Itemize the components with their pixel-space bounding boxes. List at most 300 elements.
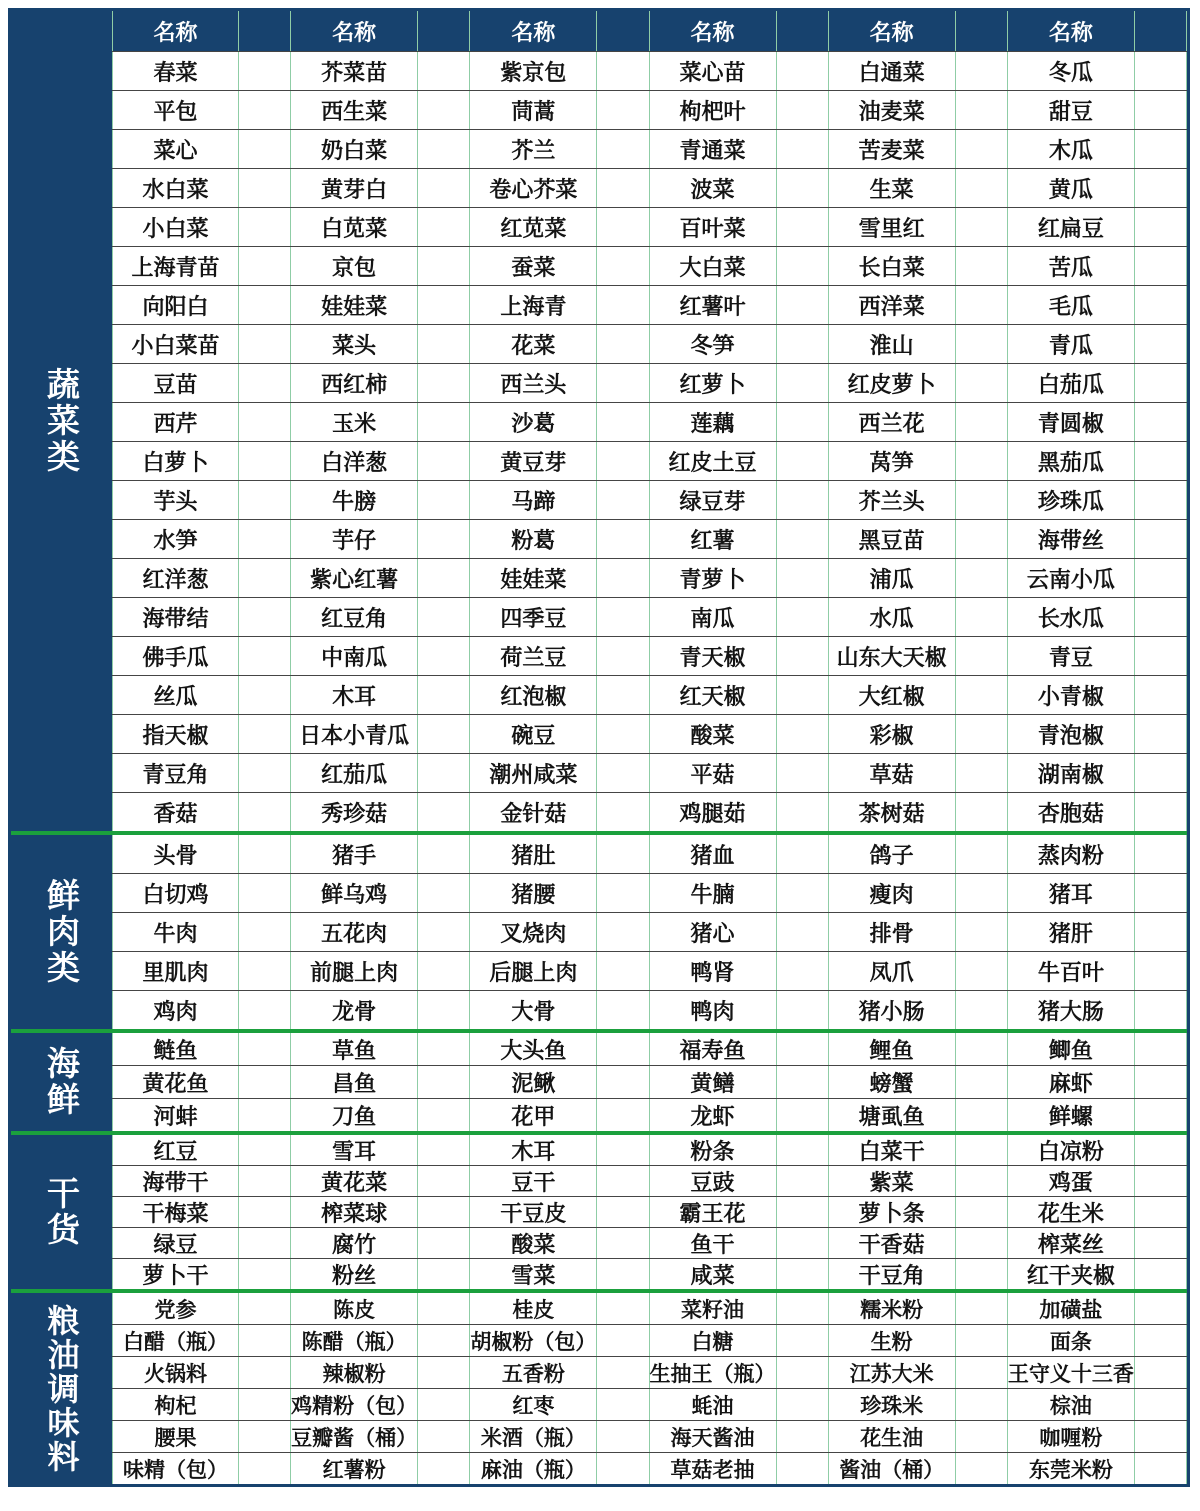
item-cell: 芋仔 <box>291 520 418 558</box>
item-cell: 芥兰头 <box>829 481 956 519</box>
table-row <box>112 1324 1187 1356</box>
blank-cell <box>956 1033 1008 1065</box>
item-cell: 酸菜 <box>650 715 777 753</box>
header-blank-cell <box>777 11 829 51</box>
table-row <box>112 1388 1187 1420</box>
item-cell: 小青椒 <box>1008 676 1135 714</box>
blank-cell <box>239 1135 291 1165</box>
blank-cell <box>597 130 649 168</box>
item-cell: 粉葛 <box>470 520 597 558</box>
item-cell: 鸭肾 <box>650 952 777 990</box>
item-cell: 河蚌 <box>112 1099 239 1131</box>
blank-cell <box>777 1099 829 1131</box>
blank-cell <box>956 1099 1008 1131</box>
item-cell: 咸菜 <box>650 1259 777 1289</box>
item-cell: 前腿上肉 <box>291 952 418 990</box>
blank-cell <box>1135 1389 1187 1420</box>
item-cell: 小白菜苗 <box>112 325 239 363</box>
item-cell: 鲢鱼 <box>112 1033 239 1065</box>
item-cell: 黄芽白 <box>291 169 418 207</box>
item-cell: 白醋（瓶） <box>112 1325 239 1356</box>
item-cell: 油麦菜 <box>829 91 956 129</box>
blank-cell <box>777 208 829 246</box>
item-cell: 黄花菜 <box>291 1166 418 1196</box>
table-row <box>112 636 1187 675</box>
blank-cell <box>418 481 470 519</box>
blank-cell <box>239 169 291 207</box>
item-cell: 蒸肉粉 <box>1008 835 1135 873</box>
blank-cell <box>1135 676 1187 714</box>
item-cell: 日本小青瓜 <box>291 715 418 753</box>
blank-cell <box>239 481 291 519</box>
item-cell: 红泡椒 <box>470 676 597 714</box>
blank-cell <box>597 208 649 246</box>
table-row <box>112 558 1187 597</box>
blank-cell <box>956 913 1008 951</box>
blank-cell <box>1135 952 1187 990</box>
table-row <box>112 714 1187 753</box>
blank-cell <box>239 874 291 912</box>
item-cell: 干香菇 <box>829 1228 956 1258</box>
blank-cell <box>777 1357 829 1388</box>
item-cell: 甜豆 <box>1008 91 1135 129</box>
item-cell: 干梅菜 <box>112 1197 239 1227</box>
category-label-vegetables: 蔬菜类 <box>11 11 112 831</box>
item-cell: 生抽王（瓶） <box>650 1357 777 1388</box>
item-cell: 鲜螺 <box>1008 1099 1135 1131</box>
item-cell: 头骨 <box>112 835 239 873</box>
header-blank-cell <box>597 11 649 51</box>
item-cell: 青天椒 <box>650 637 777 675</box>
blank-cell <box>597 559 649 597</box>
blank-cell <box>777 835 829 873</box>
blank-cell <box>597 325 649 363</box>
item-cell: 红苋菜 <box>470 208 597 246</box>
item-cell: 蚕菜 <box>470 247 597 285</box>
blank-cell <box>418 1389 470 1420</box>
blank-cell <box>956 91 1008 129</box>
item-cell: 佛手瓜 <box>112 637 239 675</box>
item-cell: 紫心红薯 <box>291 559 418 597</box>
table-row <box>112 52 1187 90</box>
blank-cell <box>418 1099 470 1131</box>
item-cell: 枸杷叶 <box>650 91 777 129</box>
item-cell: 红薯粉 <box>291 1453 418 1484</box>
blank-cell <box>1135 1033 1187 1065</box>
table-row <box>112 246 1187 285</box>
blank-cell <box>1135 754 1187 792</box>
blank-cell <box>597 286 649 324</box>
blank-cell <box>418 913 470 951</box>
item-cell: 荷兰豆 <box>470 637 597 675</box>
blank-cell <box>1135 874 1187 912</box>
blank-cell <box>597 52 649 90</box>
item-cell: 大头鱼 <box>470 1033 597 1065</box>
blank-cell <box>1135 169 1187 207</box>
blank-cell <box>956 208 1008 246</box>
blank-cell <box>239 559 291 597</box>
item-cell: 青泡椒 <box>1008 715 1135 753</box>
section-content-vegetables <box>112 11 1187 831</box>
blank-cell <box>956 403 1008 441</box>
blank-cell <box>956 598 1008 636</box>
blank-cell <box>1135 1228 1187 1258</box>
item-cell: 陈醋（瓶） <box>291 1325 418 1356</box>
blank-cell <box>597 676 649 714</box>
blank-cell <box>239 1389 291 1420</box>
blank-cell <box>239 325 291 363</box>
item-cell: 白茄瓜 <box>1008 364 1135 402</box>
category-label-dried-goods: 干货 <box>11 1135 112 1289</box>
item-cell: 木耳 <box>291 676 418 714</box>
item-cell: 青圆椒 <box>1008 403 1135 441</box>
item-cell: 西芹 <box>112 403 239 441</box>
item-cell: 白切鸡 <box>112 874 239 912</box>
item-cell: 糯米粉 <box>829 1293 956 1324</box>
blank-cell <box>418 793 470 831</box>
section-content-seafood <box>112 1033 1187 1131</box>
item-cell: 面条 <box>1008 1325 1135 1356</box>
item-cell: 猪肝 <box>1008 913 1135 951</box>
blank-cell <box>1135 208 1187 246</box>
item-cell: 西生菜 <box>291 91 418 129</box>
blank-cell <box>777 169 829 207</box>
blank-cell <box>239 1166 291 1196</box>
item-cell: 芥兰 <box>470 130 597 168</box>
item-cell: 西洋菜 <box>829 286 956 324</box>
item-cell: 木瓜 <box>1008 130 1135 168</box>
blank-cell <box>1135 1135 1187 1165</box>
item-cell: 珍珠瓜 <box>1008 481 1135 519</box>
item-cell: 桂皮 <box>470 1293 597 1324</box>
blank-cell <box>777 874 829 912</box>
blank-cell <box>239 247 291 285</box>
item-cell: 鲤鱼 <box>829 1033 956 1065</box>
table-row <box>112 480 1187 519</box>
blank-cell <box>956 1135 1008 1165</box>
table-row <box>112 1420 1187 1452</box>
blank-cell <box>418 1135 470 1165</box>
category-label-seafood: 海鲜 <box>11 1033 112 1131</box>
table-row <box>112 1196 1187 1227</box>
item-cell: 海天酱油 <box>650 1421 777 1452</box>
blank-cell <box>956 559 1008 597</box>
table-row <box>112 873 1187 912</box>
blank-cell <box>597 991 649 1029</box>
item-cell: 海带丝 <box>1008 520 1135 558</box>
item-cell: 娃娃菜 <box>291 286 418 324</box>
item-cell: 冬笋 <box>650 325 777 363</box>
item-cell: 湖南椒 <box>1008 754 1135 792</box>
table-row <box>112 441 1187 480</box>
item-cell: 波菜 <box>650 169 777 207</box>
blank-cell <box>597 481 649 519</box>
item-cell: 西兰头 <box>470 364 597 402</box>
item-cell: 淮山 <box>829 325 956 363</box>
item-cell: 粉条 <box>650 1135 777 1165</box>
item-cell: 鸡蛋 <box>1008 1166 1135 1196</box>
item-cell: 水笋 <box>112 520 239 558</box>
blank-cell <box>956 286 1008 324</box>
blank-cell <box>239 913 291 951</box>
blank-cell <box>1135 1421 1187 1452</box>
item-cell: 红豆 <box>112 1135 239 1165</box>
table-row <box>112 129 1187 168</box>
blank-cell <box>1135 442 1187 480</box>
item-cell: 南瓜 <box>650 598 777 636</box>
blank-cell <box>777 325 829 363</box>
item-cell: 昌鱼 <box>291 1066 418 1098</box>
header-blank-cell <box>1135 11 1187 51</box>
item-cell: 干豆角 <box>829 1259 956 1289</box>
blank-cell <box>418 1166 470 1196</box>
blank-cell <box>239 598 291 636</box>
item-cell: 榨菜球 <box>291 1197 418 1227</box>
item-cell: 刀鱼 <box>291 1099 418 1131</box>
blank-cell <box>418 1421 470 1452</box>
blank-cell <box>239 52 291 90</box>
item-cell: 猪腰 <box>470 874 597 912</box>
blank-cell <box>597 952 649 990</box>
column-header: 名称 <box>650 11 777 51</box>
item-cell: 茼蒿 <box>470 91 597 129</box>
item-cell: 大白菜 <box>650 247 777 285</box>
item-cell: 云南小瓜 <box>1008 559 1135 597</box>
item-cell: 凤爪 <box>829 952 956 990</box>
item-cell: 叉烧肉 <box>470 913 597 951</box>
blank-cell <box>239 637 291 675</box>
blank-cell <box>239 403 291 441</box>
blank-cell <box>1135 286 1187 324</box>
table-row <box>112 990 1187 1029</box>
blank-cell <box>418 1453 470 1484</box>
blank-cell <box>597 169 649 207</box>
item-cell: 牛肉 <box>112 913 239 951</box>
item-cell: 西红柿 <box>291 364 418 402</box>
item-cell: 辣椒粉 <box>291 1357 418 1388</box>
item-cell: 牛腩 <box>650 874 777 912</box>
blank-cell <box>418 91 470 129</box>
item-cell: 草菇 <box>829 754 956 792</box>
category-label-grain-oil: 粮油调味料 <box>11 1293 112 1484</box>
blank-cell <box>418 208 470 246</box>
blank-cell <box>418 676 470 714</box>
blank-cell <box>956 1166 1008 1196</box>
item-cell: 咖喱粉 <box>1008 1421 1135 1452</box>
blank-cell <box>597 1135 649 1165</box>
blank-cell <box>597 364 649 402</box>
item-cell: 味精（包） <box>112 1453 239 1484</box>
item-cell: 泥鳅 <box>470 1066 597 1098</box>
blank-cell <box>1135 1325 1187 1356</box>
item-cell: 猪心 <box>650 913 777 951</box>
blank-cell <box>597 637 649 675</box>
item-cell: 长白菜 <box>829 247 956 285</box>
item-cell: 花甲 <box>470 1099 597 1131</box>
item-cell: 猪小肠 <box>829 991 956 1029</box>
blank-cell <box>1135 715 1187 753</box>
blank-cell <box>777 1421 829 1452</box>
table-row <box>112 1135 1187 1165</box>
blank-cell <box>597 1325 649 1356</box>
table-row <box>112 835 1187 873</box>
item-cell: 腰果 <box>112 1421 239 1452</box>
blank-cell <box>1135 598 1187 636</box>
blank-cell <box>597 1197 649 1227</box>
item-cell: 紫菜 <box>829 1166 956 1196</box>
item-cell: 鸽子 <box>829 835 956 873</box>
item-cell: 白凉粉 <box>1008 1135 1135 1165</box>
item-cell: 猪手 <box>291 835 418 873</box>
item-cell: 菜籽油 <box>650 1293 777 1324</box>
blank-cell <box>239 1453 291 1484</box>
blank-cell <box>239 130 291 168</box>
item-cell: 芥菜苗 <box>291 52 418 90</box>
blank-cell <box>956 835 1008 873</box>
item-cell: 猪肚 <box>470 835 597 873</box>
item-cell: 西兰花 <box>829 403 956 441</box>
blank-cell <box>956 1228 1008 1258</box>
item-cell: 萝卜干 <box>112 1259 239 1289</box>
table-row <box>112 951 1187 990</box>
header-blank-cell <box>239 11 291 51</box>
blank-cell <box>777 676 829 714</box>
item-cell: 生粉 <box>829 1325 956 1356</box>
blank-cell <box>956 754 1008 792</box>
blank-cell <box>418 364 470 402</box>
blank-cell <box>418 325 470 363</box>
item-cell: 小白菜 <box>112 208 239 246</box>
item-cell: 腐竹 <box>291 1228 418 1258</box>
blank-cell <box>418 835 470 873</box>
blank-cell <box>956 715 1008 753</box>
item-cell: 红干夹椒 <box>1008 1259 1135 1289</box>
blank-cell <box>239 715 291 753</box>
table-row <box>112 1098 1187 1131</box>
blank-cell <box>1135 481 1187 519</box>
item-cell: 珍珠米 <box>829 1389 956 1420</box>
blank-cell <box>597 835 649 873</box>
item-cell: 玉米 <box>291 403 418 441</box>
blank-cell <box>239 364 291 402</box>
blank-cell <box>1135 1099 1187 1131</box>
blank-cell <box>1135 52 1187 90</box>
blank-cell <box>777 442 829 480</box>
blank-cell <box>418 1325 470 1356</box>
blank-cell <box>1135 1293 1187 1324</box>
item-cell: 上海青苗 <box>112 247 239 285</box>
blank-cell <box>956 520 1008 558</box>
item-cell: 青瓜 <box>1008 325 1135 363</box>
item-cell: 红豆角 <box>291 598 418 636</box>
blank-cell <box>777 1033 829 1065</box>
blank-cell <box>956 364 1008 402</box>
blank-cell <box>1135 793 1187 831</box>
item-cell: 春菜 <box>112 52 239 90</box>
blank-cell <box>956 1421 1008 1452</box>
blank-cell <box>956 874 1008 912</box>
blank-cell <box>956 676 1008 714</box>
blank-cell <box>418 286 470 324</box>
blank-cell <box>777 1228 829 1258</box>
blank-cell <box>777 286 829 324</box>
table-row <box>112 1258 1187 1289</box>
column-header: 名称 <box>1008 11 1135 51</box>
blank-cell <box>239 793 291 831</box>
blank-cell <box>597 1166 649 1196</box>
item-cell: 猪大肠 <box>1008 991 1135 1029</box>
blank-cell <box>597 754 649 792</box>
item-cell: 白洋葱 <box>291 442 418 480</box>
blank-cell <box>597 1421 649 1452</box>
blank-cell <box>597 874 649 912</box>
blank-cell <box>777 559 829 597</box>
item-cell: 雪里红 <box>829 208 956 246</box>
item-cell: 青豆角 <box>112 754 239 792</box>
table-row <box>112 675 1187 714</box>
blank-cell <box>777 1259 829 1289</box>
item-cell: 娃娃菜 <box>470 559 597 597</box>
item-cell: 木耳 <box>470 1135 597 1165</box>
blank-cell <box>418 442 470 480</box>
table-row <box>112 1227 1187 1258</box>
blank-cell <box>418 598 470 636</box>
item-cell: 粉丝 <box>291 1259 418 1289</box>
blank-cell <box>777 598 829 636</box>
item-cell: 金针菇 <box>470 793 597 831</box>
item-cell: 沙葛 <box>470 403 597 441</box>
blank-cell <box>239 1197 291 1227</box>
blank-cell <box>239 754 291 792</box>
item-cell: 芋头 <box>112 481 239 519</box>
item-cell: 黄豆芽 <box>470 442 597 480</box>
blank-cell <box>418 1259 470 1289</box>
blank-cell <box>239 1357 291 1388</box>
item-cell: 草菇老抽 <box>650 1453 777 1484</box>
item-cell: 黄瓜 <box>1008 169 1135 207</box>
category-label-fresh-meat: 鲜肉类 <box>11 835 112 1029</box>
blank-cell <box>956 1293 1008 1324</box>
blank-cell <box>777 52 829 90</box>
item-cell: 卷心芥菜 <box>470 169 597 207</box>
blank-cell <box>956 637 1008 675</box>
blank-cell <box>777 481 829 519</box>
item-cell: 胡椒粉（包） <box>470 1325 597 1356</box>
section-content-grain-oil <box>112 1293 1187 1484</box>
blank-cell <box>777 247 829 285</box>
blank-cell <box>777 1293 829 1324</box>
table-row <box>112 285 1187 324</box>
blank-cell <box>597 793 649 831</box>
item-cell: 后腿上肉 <box>470 952 597 990</box>
blank-cell <box>239 1325 291 1356</box>
item-cell: 酱油（桶） <box>829 1453 956 1484</box>
blank-cell <box>239 286 291 324</box>
table-row <box>112 90 1187 129</box>
blank-cell <box>597 520 649 558</box>
item-cell: 排骨 <box>829 913 956 951</box>
blank-cell <box>956 1066 1008 1098</box>
blank-cell <box>777 952 829 990</box>
item-cell: 茶树菇 <box>829 793 956 831</box>
item-cell: 冬瓜 <box>1008 52 1135 90</box>
blank-cell <box>956 130 1008 168</box>
blank-cell <box>956 442 1008 480</box>
blank-cell <box>239 1099 291 1131</box>
item-cell: 黄花鱼 <box>112 1066 239 1098</box>
section-grain-oil <box>11 1289 1187 1484</box>
blank-cell <box>1135 403 1187 441</box>
